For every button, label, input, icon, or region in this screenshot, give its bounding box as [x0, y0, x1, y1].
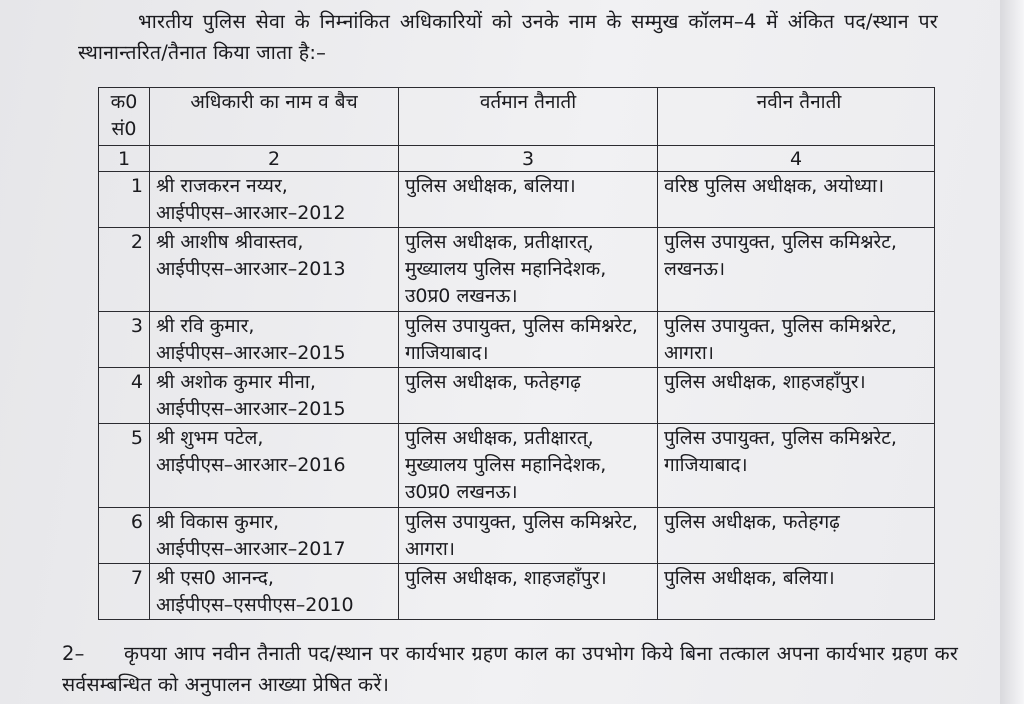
officer-batch: आईपीएस–आरआर–2016: [156, 454, 346, 476]
new-posting: पुलिस उपायुक्त, पुलिस कमिश्नरेट, लखनऊ।: [658, 228, 935, 312]
header-officer: अधिकारी का नाम व बैच: [150, 88, 399, 146]
officer-name: श्री शुभम पटेल,: [156, 427, 264, 449]
new-posting: पुलिस अधीक्षक, शाहजहाँपुर।: [658, 368, 935, 424]
serial-number: 1: [99, 172, 150, 228]
officer-cell: [150, 564, 399, 620]
officer-batch: आईपीएस–आरआर–2013: [156, 258, 346, 280]
closing-text: कृपया आप नवीन तैनाती पद/स्थान पर कार्यभार ग्रहण काल का उपभोग किये बिना तत्काल अपना कार्यभार ग्रहण कर सर्वसम्बन्धित को अनुपालन आख्या प्रेषित करें।: [62, 642, 958, 696]
table-row: [99, 172, 935, 228]
column-number-row: [99, 146, 935, 172]
officer-name: श्री एस0 आनन्द,: [156, 567, 274, 589]
officer-name: श्री राजकरन नय्यर,: [156, 175, 288, 197]
paragraph-number: 2–: [62, 642, 85, 665]
serial-number: 4: [99, 368, 150, 424]
column-number: 4: [658, 146, 935, 172]
officer-name: श्री आशीष श्रीवास्तव,: [156, 231, 304, 253]
serial-number: 2: [99, 228, 150, 312]
officer-cell: [150, 508, 399, 564]
current-posting: पुलिस उपायुक्त, पुलिस कमिश्नरेट, गाजियाबाद।: [399, 312, 658, 368]
officer-cell: [150, 424, 399, 508]
header-current-posting: वर्तमान तैनाती: [399, 88, 658, 146]
officer-batch: आईपीएस–आरआर–2015: [156, 398, 346, 420]
officer-batch: आईपीएस–आरआर–2017: [156, 538, 346, 560]
new-posting: पुलिस उपायुक्त, पुलिस कमिश्नरेट, आगरा।: [658, 312, 935, 368]
officer-cell: [150, 368, 399, 424]
current-posting: पुलिस अधीक्षक, प्रतीक्षारत्, मुख्यालय पुलिस महानिदेशक, उ0प्र0 लखनऊ।: [399, 228, 658, 312]
table-row: [99, 312, 935, 368]
current-posting: पुलिस अधीक्षक, फतेहगढ़: [399, 368, 658, 424]
current-posting: पुलिस अधीक्षक, प्रतीक्षारत्, मुख्यालय पुलिस महानिदेशक, उ0प्र0 लखनऊ।: [399, 424, 658, 508]
current-posting: पुलिस अधीक्षक, बलिया।: [399, 172, 658, 228]
new-posting: पुलिस अधीक्षक, फतेहगढ़: [658, 508, 935, 564]
current-posting: पुलिस उपायुक्त, पुलिस कमिश्नरेट, आगरा।: [399, 508, 658, 564]
officer-name: श्री विकास कुमार,: [156, 511, 279, 533]
intro-paragraph: भारतीय पुलिस सेवा के निम्नांकित अधिकारियों को उनके नाम के सम्मुख कॉलम–4 में अंकित पद/स्थान पर स्थानान्तरित/तैनात किया जाता है:–: [78, 10, 938, 64]
serial-number: 5: [99, 424, 150, 508]
new-posting: पुलिस अधीक्षक, बलिया।: [658, 564, 935, 620]
new-posting: पुलिस उपायुक्त, पुलिस कमिश्नरेट, गाजियाबाद।: [658, 424, 935, 508]
column-number: 3: [399, 146, 658, 172]
table-header-row: [99, 88, 935, 146]
column-number: 2: [150, 146, 399, 172]
table-row: [99, 508, 935, 564]
officer-batch: आईपीएस–एसपीएस–2010: [156, 594, 354, 616]
officer-name: श्री रवि कुमार,: [156, 315, 255, 337]
column-number: 1: [99, 146, 150, 172]
officer-cell: [150, 312, 399, 368]
officer-batch: आईपीएस–आरआर–2012: [156, 202, 346, 224]
new-posting: वरिष्ठ पुलिस अधीक्षक, अयोध्या।: [658, 172, 935, 228]
officer-cell: [150, 172, 399, 228]
current-posting: पुलिस अधीक्षक, शाहजहाँपुर।: [399, 564, 658, 620]
serial-number: 7: [99, 564, 150, 620]
closing-paragraph: [62, 638, 958, 700]
serial-number: 6: [99, 508, 150, 564]
officer-batch: आईपीएस–आरआर–2015: [156, 342, 346, 364]
header-serial: क0 सं0: [99, 88, 150, 146]
table-row: [99, 228, 935, 312]
officer-cell: [150, 228, 399, 312]
header-new-posting: नवीन तैनाती: [658, 88, 935, 146]
page-edge: [1000, 0, 1024, 704]
officer-name: श्री अशोक कुमार मीना,: [156, 371, 316, 393]
table-row: [99, 368, 935, 424]
transfer-table: [98, 87, 935, 620]
table-row: [99, 424, 935, 508]
table-row: [99, 564, 935, 620]
serial-number: 3: [99, 312, 150, 368]
